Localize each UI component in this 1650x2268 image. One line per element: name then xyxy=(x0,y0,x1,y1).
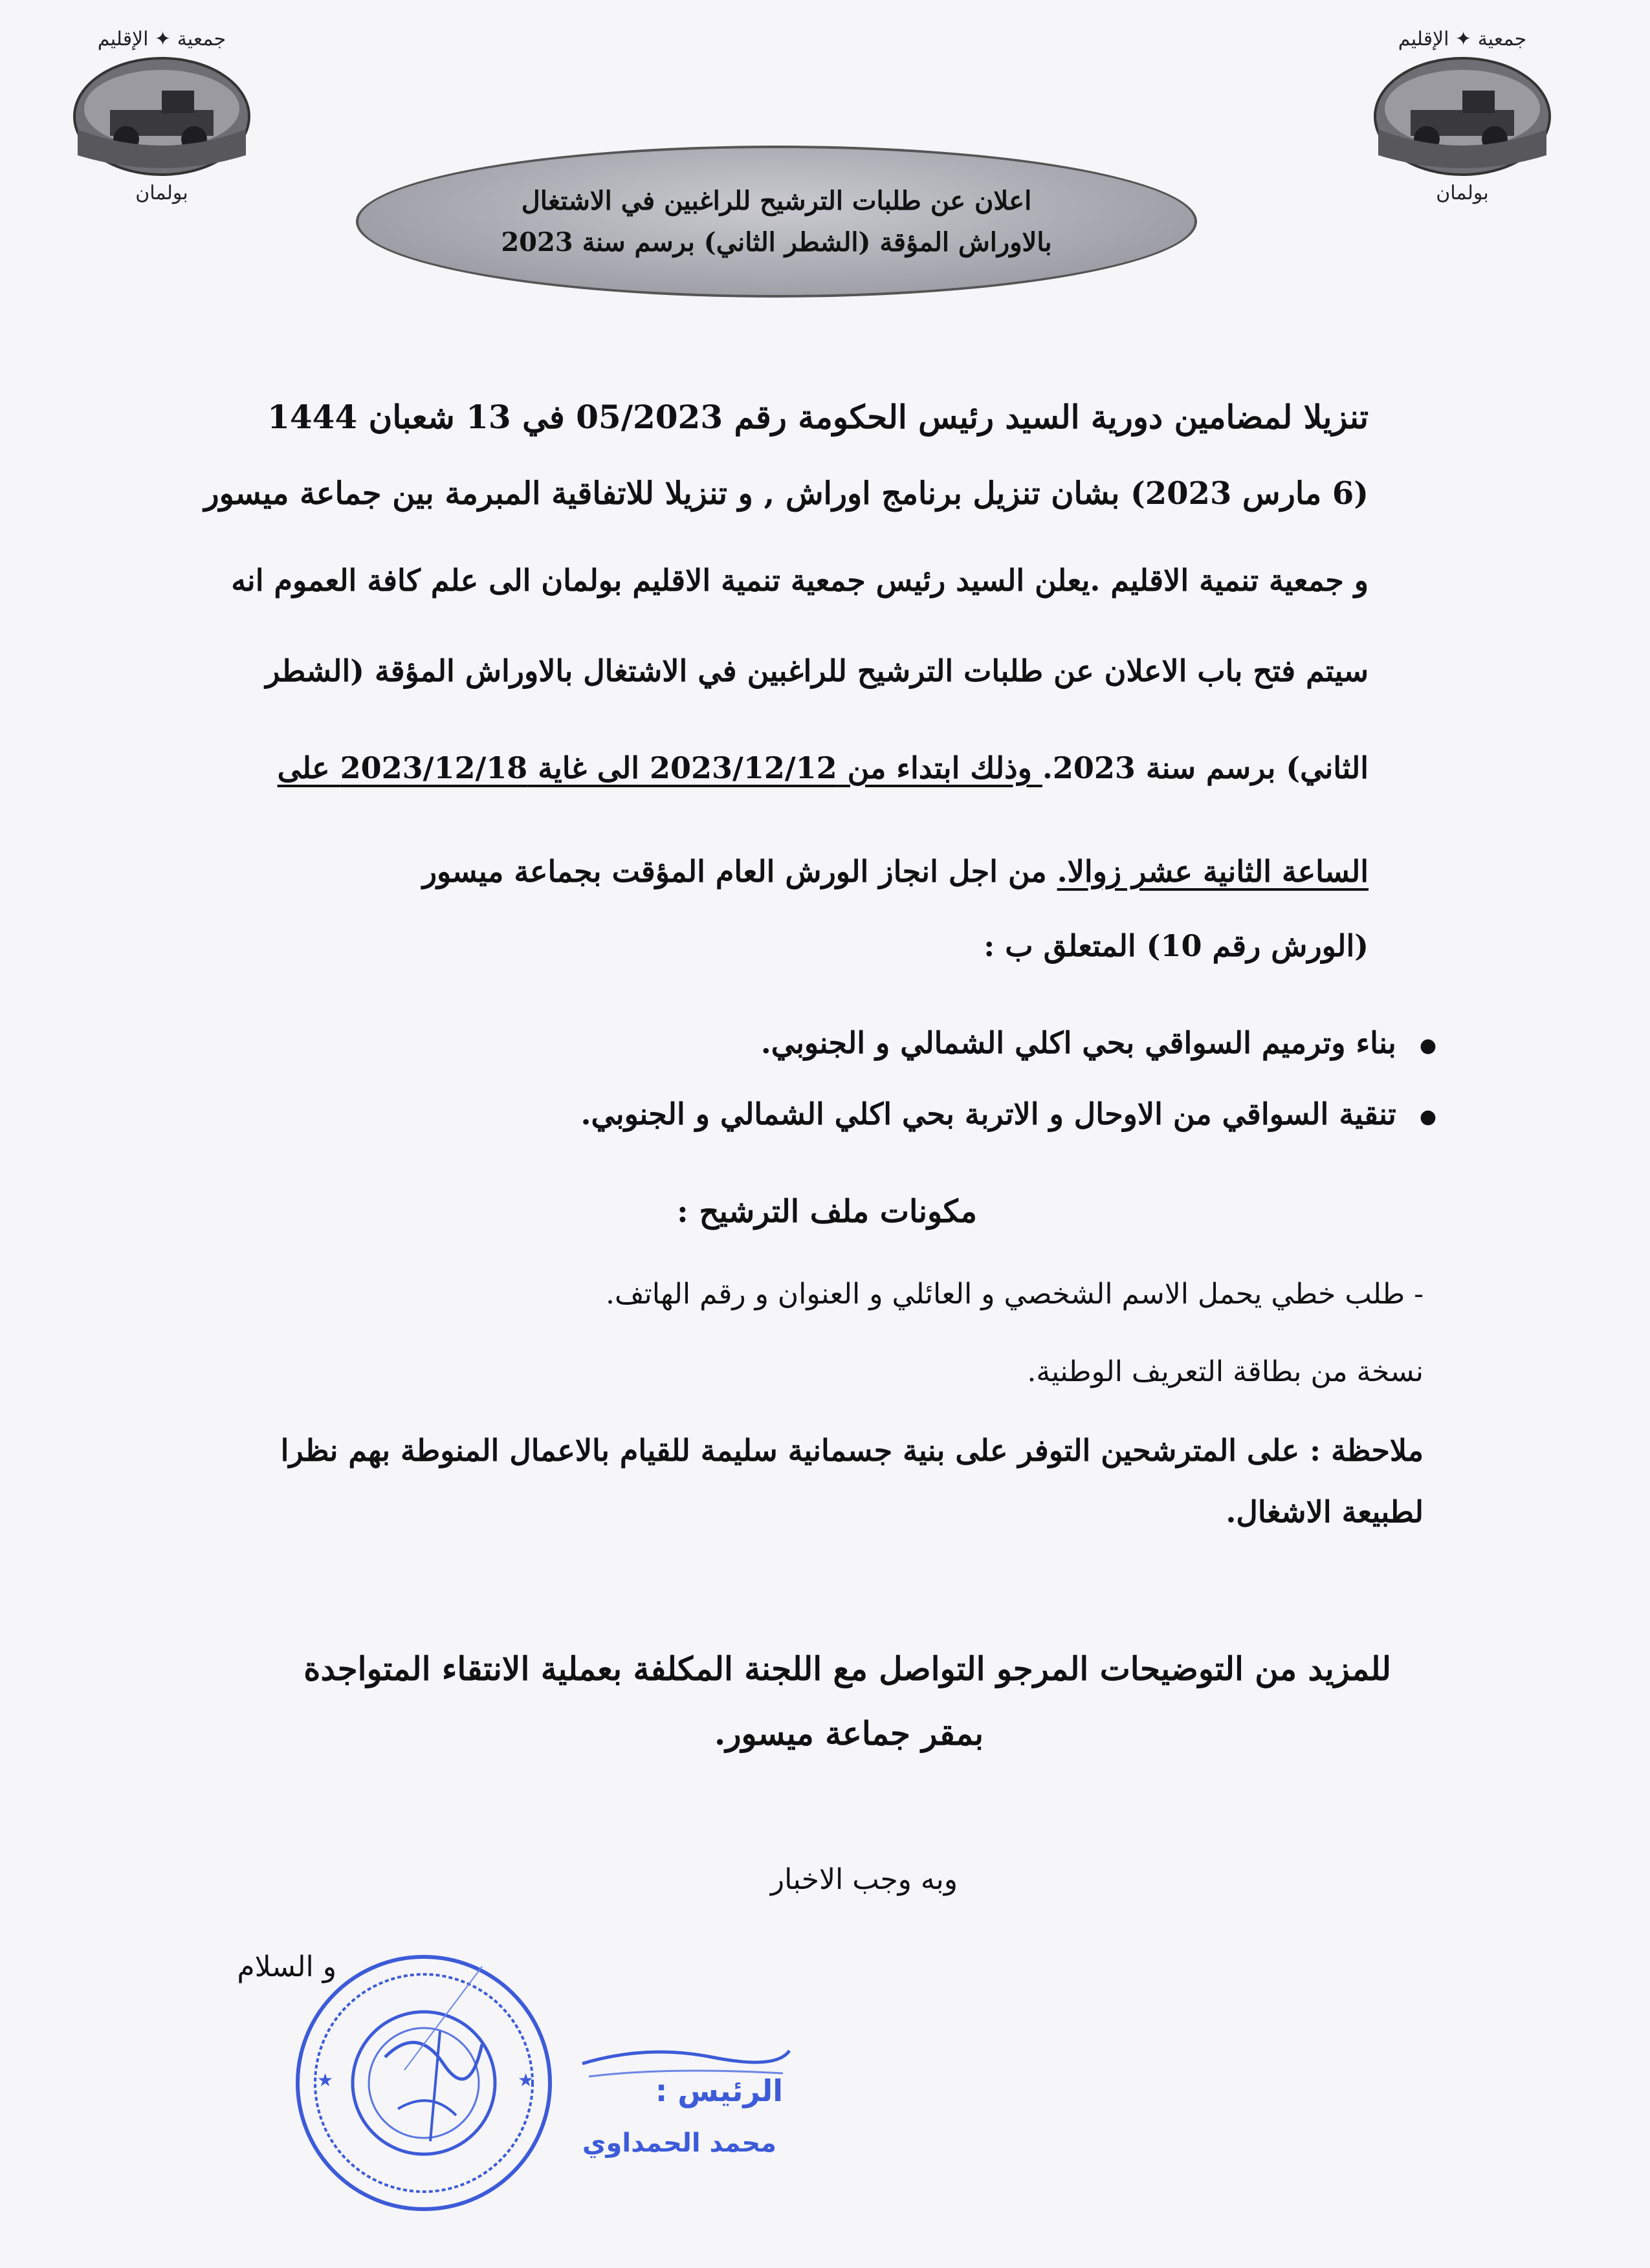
grader-emblem-icon xyxy=(1365,26,1559,207)
body-line-6 xyxy=(423,854,1369,889)
signatory-name: محمد الحمداوي xyxy=(582,2128,776,2158)
official-stamp xyxy=(288,1947,560,2219)
body-line-1: تنزيلا لمضامين دورية السيد رئيس الحكومة رقم 05/2023 في 13 شعبان 1444 xyxy=(267,398,1369,436)
body-line-5 xyxy=(278,750,1369,785)
signature-block xyxy=(569,2038,802,2174)
signatory-title: الرئيس : xyxy=(655,2073,783,2108)
svg-text:بولمان: بولمان xyxy=(135,182,188,204)
body-line-4: سيتم فتح باب الاعلان عن طلبات الترشيح للراغبين في الاشتغال بالاوراش المؤقة (الشطر xyxy=(265,653,1369,688)
svg-text:بولمان: بولمان xyxy=(1436,182,1489,204)
association-logo-left xyxy=(65,26,259,207)
association-logo-right xyxy=(1365,26,1559,207)
requirement-item-1: - طلب خطي يحمل الاسم الشخصي و العائلي و العنوان و رقم الهاتف. xyxy=(605,1278,1424,1311)
grader-emblem-icon xyxy=(65,26,259,207)
closing-inform: وبه وجب الاخبار xyxy=(770,1863,958,1896)
contact-line-2: بمقر جماعة ميسور. xyxy=(714,1714,984,1752)
title-line-2: بالاوراش المؤقة (الشطر الثاني) برسم سنة 2023 xyxy=(501,226,1052,257)
closing-salam: و السلام xyxy=(237,1950,336,1983)
requirements-heading: مكونات ملف الترشيح : xyxy=(677,1194,977,1230)
body-line-5-plain: الثاني) برسم سنة 2023. xyxy=(1042,750,1369,785)
body-line-7: (الورش رقم 10) المتعلق ب : xyxy=(984,928,1369,963)
svg-text:جمعية ✦ الإقليم: جمعية ✦ الإقليم xyxy=(1398,28,1527,50)
note-line-1: ملاحظة : على المترشحين التوفر على بنية جسمانية سليمة للقيام بالاعمال المنوطة بهم نظرا xyxy=(280,1433,1424,1468)
body-line-2: (6 مارس 2023) بشان تنزيل برنامج اوراش , و تنزيلا للاتفاقية المبرمة بين جماعة ميسور xyxy=(204,475,1369,512)
svg-text:جمعية ✦ الإقليم: جمعية ✦ الإقليم xyxy=(97,28,226,50)
deadline-time: الساعة الثانية عشر زوالا. xyxy=(1057,854,1369,889)
stamp-seal-icon xyxy=(288,1947,560,2219)
application-period-dates: وذلك ابتداء من 2023/12/12 الى غاية 2023/12/18 على xyxy=(277,750,1042,785)
requirement-item-2: نسخة من بطاقة التعريف الوطنية. xyxy=(1027,1355,1424,1388)
note-line-2: لطبيعة الاشغال. xyxy=(1226,1494,1424,1529)
bullet-item-1: ● بناء وترميم السواقي بحي اكلي الشمالي و الجنوبي. xyxy=(761,1025,1436,1060)
announcement-title-box xyxy=(356,146,1197,298)
contact-line-1: للمزيد من التوضيحات المرجو التواصل مع اللجنة المكلفة بعملية الانتقاء المتواجدة xyxy=(303,1650,1391,1688)
svg-text:★: ★ xyxy=(317,2069,334,2091)
title-line-1: اعلان عن طلبات الترشيح للراغبين في الاشتغال xyxy=(521,185,1032,216)
bullet-item-2: ● تنقية السواقي من الاوحال و الاتربة بحي اكلي الشمالي و الجنوبي. xyxy=(580,1096,1436,1131)
body-line-3: و جمعية تنمية الاقليم .يعلن السيد رئيس جمعية تنمية الاقليم بولمان الى علم كافة العموم انه xyxy=(231,563,1369,598)
svg-text:★: ★ xyxy=(518,2069,534,2091)
body-line-6-plain: من اجل انجاز الورش العام المؤقت بجماعة ميسور xyxy=(422,854,1057,889)
